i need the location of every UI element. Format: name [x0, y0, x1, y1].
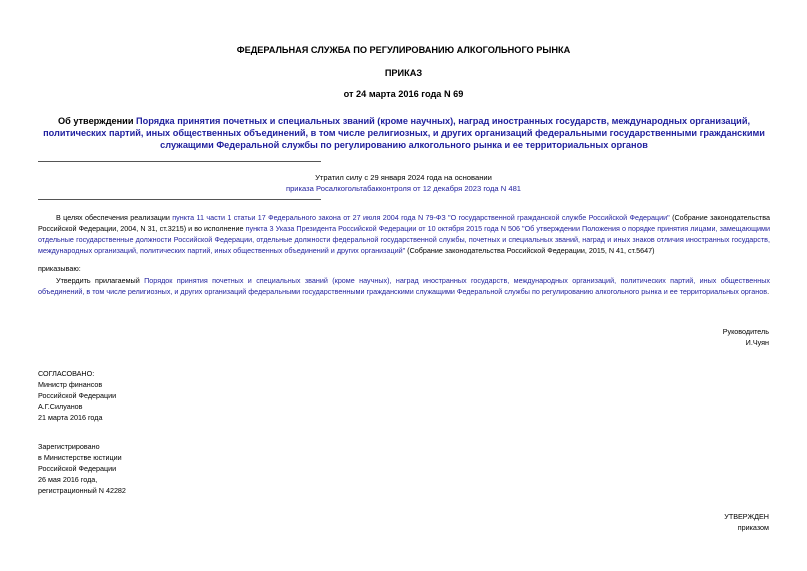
signature-block — [723, 326, 769, 348]
agreed-line-2: Российской Федерации — [38, 391, 117, 400]
preamble-paragraph — [38, 212, 770, 256]
order-text-1: Утвердить прилагаемый — [56, 276, 145, 285]
approved-block — [724, 511, 769, 533]
registration-line-4: 26 мая 2016 года, — [38, 475, 98, 484]
agreed-line-1: Министр финансов — [38, 380, 103, 389]
registration-line-1: Зарегистрировано — [38, 442, 100, 451]
title-prefix: Об утверждении — [57, 116, 137, 126]
registration-block — [38, 441, 126, 496]
approved-line-1: УТВЕРЖДЕН — [724, 512, 769, 521]
agreed-line-4: 21 марта 2016 года — [38, 413, 103, 422]
preamble-text-1: В целях обеспечения реализации — [56, 213, 173, 222]
document-title — [36, 115, 772, 151]
document-type: ПРИКАЗ — [384, 68, 423, 78]
federal-law-link[interactable]: пункта 11 части 1 статьи 17 Федерального закона от 27 июля 2004 года N 79-ФЗ "О государственной гражданской службе Российской Федерации" — [172, 213, 670, 222]
registration-line-2: в Министерстве юстиции — [38, 453, 122, 462]
procedure-link[interactable]: Порядок принятия почетных и специальных званий (кроме научных), наград иностранных государств, международных организаций, политических партий, иных общественных объединений, в том числе религиозных, и других организаций федеральными государственными гражданскими служащими Федеральной службы по регулированию алкогольного рынка и ее территориальных органов — [38, 276, 771, 296]
preamble-text-2: (Собрание законодательства Российской Федерации, 2004, N 31, ст.3215) и во исполнение — [38, 213, 770, 233]
divider-bottom — [38, 199, 321, 200]
divider-top — [38, 161, 321, 162]
signatory-position: Руководитель — [722, 327, 769, 336]
approved-line-2: приказом — [737, 523, 769, 532]
order-text-2: . — [767, 287, 770, 296]
agency-name: ФЕДЕРАЛЬНАЯ СЛУЖБА ПО РЕГУЛИРОВАНИЮ АЛКОГОЛЬНОГО РЫНКА — [236, 45, 571, 55]
presidential-decree-link[interactable]: пункта 3 Указа Президента Российской Федерации от 10 октября 2015 года N 506 "Об утверждении Положения о порядке принятия лицами, замещающими отдельные государственные должности Российской Федерации, отдельные должности федеральной государственной службы, почетных и специальных званий, наград и иных знаков отличия иностранных государств, международных организаций, политических партий, иных общественных объединений и других организаций" — [38, 224, 770, 255]
orders-word: приказываю: — [38, 264, 81, 273]
repeal-text: Утратил силу с 29 января 2024 года на основании — [315, 173, 492, 182]
title-link[interactable]: Порядка принятия почетных и специальных званий (кроме научных), наград иностранных государств, международных организаций, политических партий, иных общественных объединений, в том числе религиозных, и других организаций федеральными государственными гражданскими служащими Федеральной службы по регулированию алкогольного рынка и ее территориальных органов — [43, 116, 765, 150]
order-paragraph — [38, 275, 770, 297]
repeal-notice — [0, 172, 807, 194]
document-date: от 24 марта 2016 года N 69 — [343, 89, 464, 99]
agreed-block — [38, 368, 116, 423]
preamble-text-3: (Собрание законодательства Российской Федерации, 2015, N 41, ст.5647) — [405, 246, 655, 255]
agreed-line-3: А.Г.Силуанов — [38, 402, 83, 411]
repeal-link[interactable]: приказа Росалкогольтабакконтроля от 12 декабря 2023 года N 481 — [285, 184, 522, 193]
signatory-name: И.Чуян — [745, 338, 769, 347]
registration-line-3: Российской Федерации — [38, 464, 117, 473]
agreed-heading: СОГЛАСОВАНО: — [38, 369, 95, 378]
registration-line-5: регистрационный N 42282 — [38, 486, 126, 495]
